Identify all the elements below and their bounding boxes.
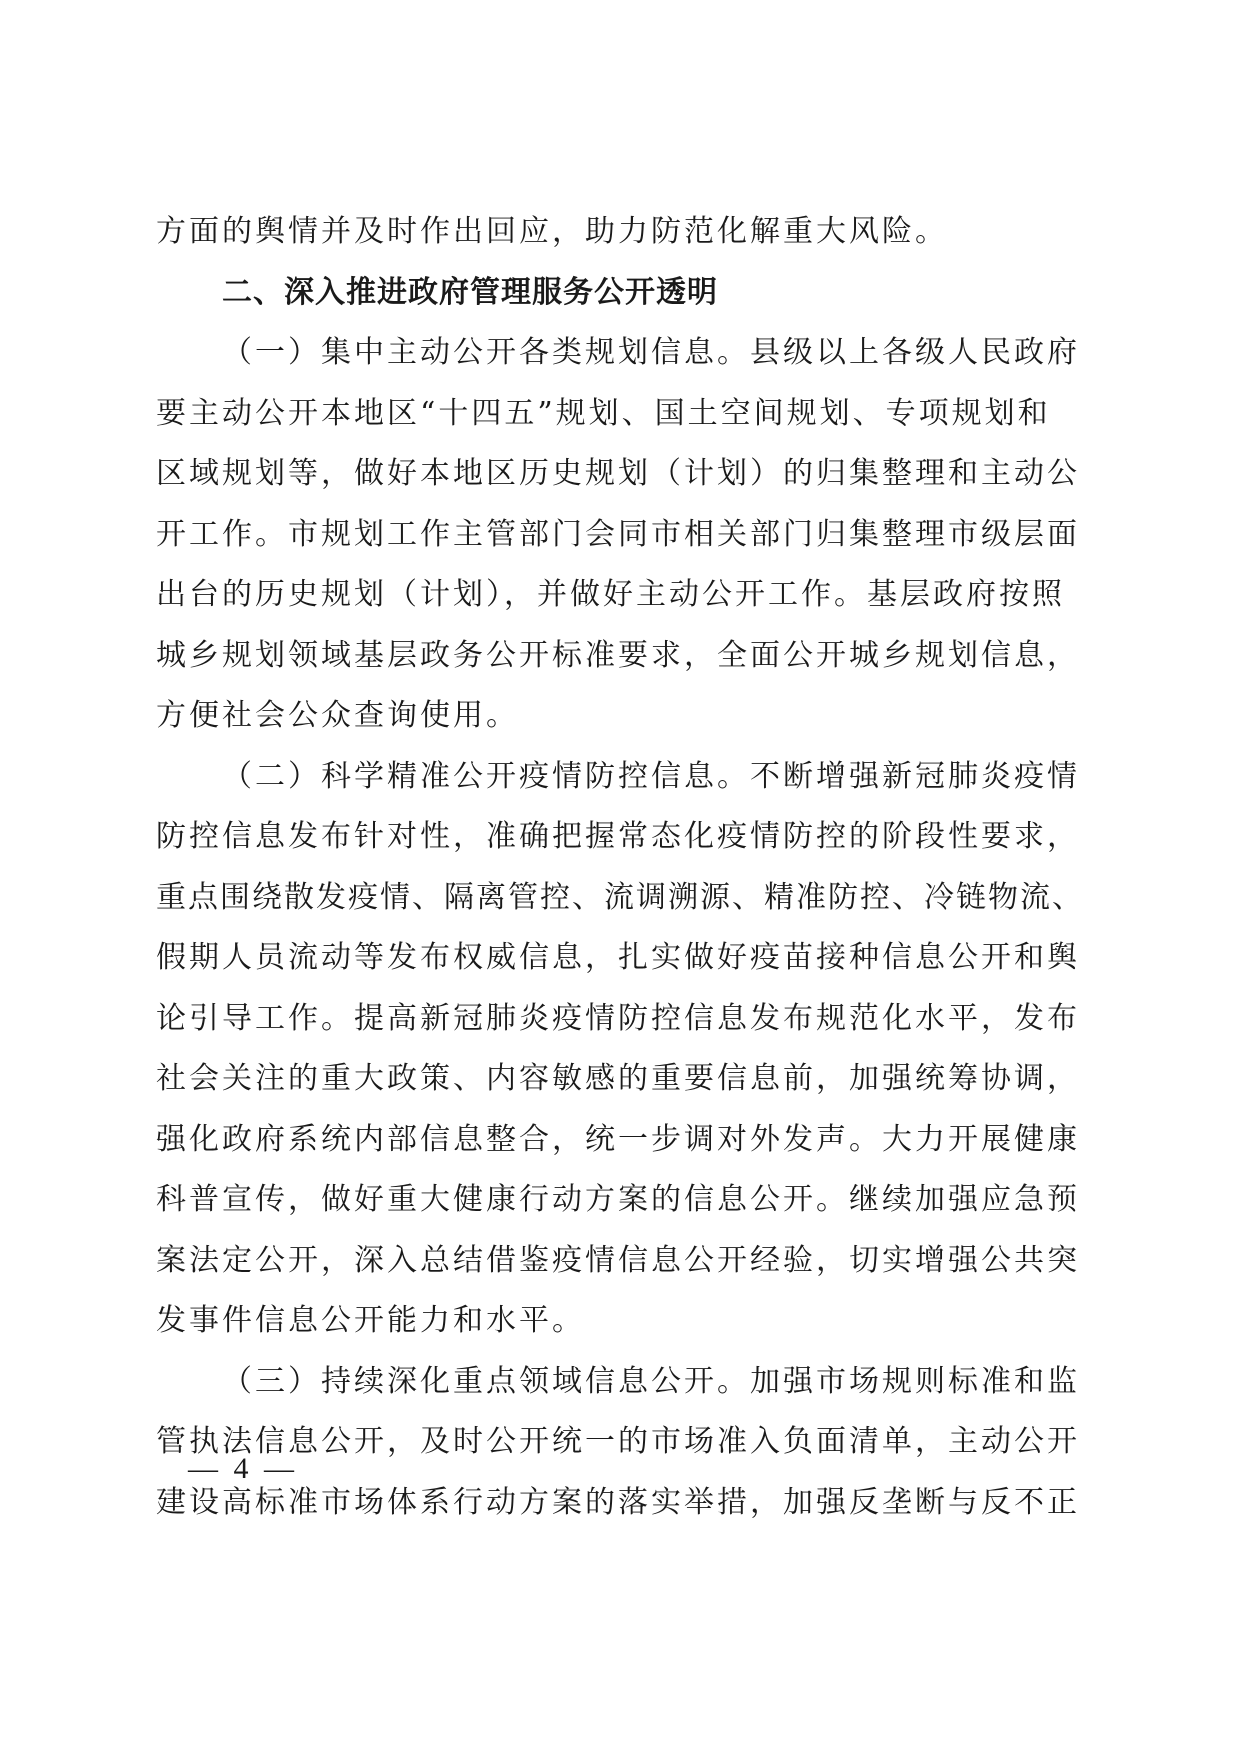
text-line: 要主动公开本地区“十四五”规划、国土空间规划、专项规划和 (156, 395, 1051, 431)
paragraph-start: （二）科学精准公开疫情防控信息。不断增强新冠肺炎疫情 (222, 758, 1080, 794)
paragraph-start: （三）持续深化重点领域信息公开。加强市场规则标准和监 (222, 1363, 1080, 1399)
text-line: 区域规划等，做好本地区历史规划（计划）的归集整理和主动公 (156, 456, 1080, 491)
text-line: 重点围绕散发疫情、隔离管控、流调溯源、精准防控、冷链物流、 (156, 879, 1084, 915)
text-line: 方便社会公众查询使用。 (156, 698, 519, 733)
paragraph-start: （一）集中主动公开各类规划信息。县级以上各级人民政府 (222, 335, 1080, 370)
text-line: 管执法信息公开，及时公开统一的市场准入负面清单，主动公开 (156, 1424, 1080, 1459)
text-line: 开工作。市规划工作主管部门会同市相关部门归集整理市级层面 (156, 516, 1080, 552)
text-line: 社会关注的重大政策、内容敏感的重要信息前，加强统筹协调， (156, 1061, 1080, 1096)
text-line: 假期人员流动等发布权威信息，扎实做好疫苗接种信息公开和舆 (156, 940, 1080, 975)
text-line: 论引导工作。提高新冠肺炎疫情防控信息发布规范化水平，发布 (156, 1000, 1080, 1036)
body-text (156, 202, 1084, 1533)
text-line: 方面的舆情并及时作出回应，助力防范化解重大风险。 (156, 214, 948, 249)
text-line: 科普宣传，做好重大健康行动方案的信息公开。继续加强应急预 (156, 1182, 1080, 1217)
section-heading: 二、深入推进政府管理服务公开透明 (222, 274, 718, 310)
page-number: — 4 — (188, 1452, 298, 1485)
text-line: 城乡规划领域基层政务公开标准要求，全面公开城乡规划信息， (156, 637, 1080, 673)
text-line: 案法定公开，深入总结借鉴疫情信息公开经验，切实增强公共突 (156, 1242, 1080, 1278)
text-line: 防控信息发布针对性，准确把握常态化疫情防控的阶段性要求， (156, 819, 1080, 854)
text-line: 建设高标准市场体系行动方案的落实举措，加强反垄断与反不正 (156, 1484, 1080, 1520)
text-line: 出台的历史规划（计划），并做好主动公开工作。基层政府按照 (156, 577, 1065, 612)
text-line: 强化政府系统内部信息整合，统一步调对外发声。大力开展健康 (156, 1121, 1080, 1157)
text-line: 发事件信息公开能力和水平。 (156, 1303, 585, 1338)
